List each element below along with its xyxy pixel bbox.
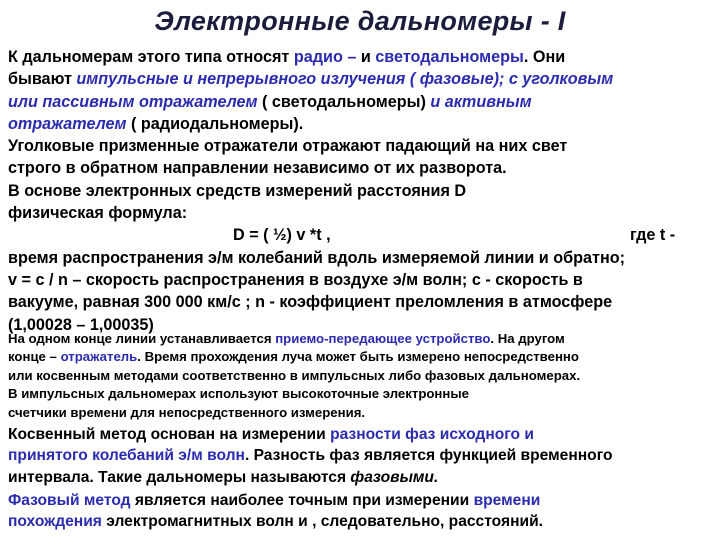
text-line: (1,00028 – 1,00035) xyxy=(8,315,154,334)
page-title: Электронные дальномеры - I xyxy=(154,6,566,36)
text-line: Косвенный метод основан на измерении разности фаз исходного и xyxy=(8,426,534,443)
text-line: принятого колебаний э/м волн. Разность фаз является функцией временного xyxy=(8,447,613,465)
text-line: похождения электромагнитных волн и , следовательно, расстояний. xyxy=(8,513,543,531)
text-line: вакууме, равная 300 000 км/с ; n - коэффициент преломления в атмосфере xyxy=(8,293,613,312)
paragraph-measurement-methods xyxy=(8,330,714,422)
text-line: В основе электронных средств измерений расстояния D xyxy=(8,181,467,200)
text-line: интервала. Такие дальномеры называются фазовыми. xyxy=(8,468,439,486)
distance-formula: D = ( ½) v *t , xyxy=(233,226,331,245)
text-line: Фазовый метод является наиболее точным при измерении времени xyxy=(8,492,541,509)
text-line: конце – отражатель. Время прохождения луча может быть измерено непосредственно xyxy=(8,349,579,365)
paragraph-indirect-method xyxy=(8,424,714,488)
text-line: К дальномерам этого типа относят радио – и светодальномеры. Они xyxy=(8,48,566,66)
formula-line xyxy=(8,224,714,246)
text-line: время распространения э/м колебаний вдоль измеряемой линии и обратно; xyxy=(8,248,626,267)
text-line: В импульсных дальномерах используют высокоточные электронные xyxy=(8,386,469,402)
text-line: или пассивным отражателем ( светодальномеры) и активным xyxy=(8,92,532,111)
text-line: строго в обратном направлении независимо от их разворота. xyxy=(8,159,507,178)
text-line: физическая формула: xyxy=(8,204,188,223)
text-line: отражателем ( радиодальномеры). xyxy=(8,114,304,133)
text-line: или косвенным методами соответственно в импульсных либо фазовых дальномерах. xyxy=(8,367,581,383)
text-line: Уголковые призменные отражатели отражают падающий на них свет xyxy=(8,137,568,156)
text-line: бывают импульсные и непрерывного излучения ( фазовые); с уголковым xyxy=(8,70,614,89)
text-line: На одном конце линии устанавливается приемо-передающее устройство. На другом xyxy=(8,331,565,346)
paragraph-phase-method xyxy=(8,490,714,533)
where-label: где t - xyxy=(630,226,676,245)
text-line: v = с / n – скорость распространения в воздухе э/м волн; с - скорость в xyxy=(8,270,583,289)
paragraph-rangefinder-types xyxy=(8,46,714,336)
text-line: счетчики времени для непосредственного измерения. xyxy=(8,404,366,420)
